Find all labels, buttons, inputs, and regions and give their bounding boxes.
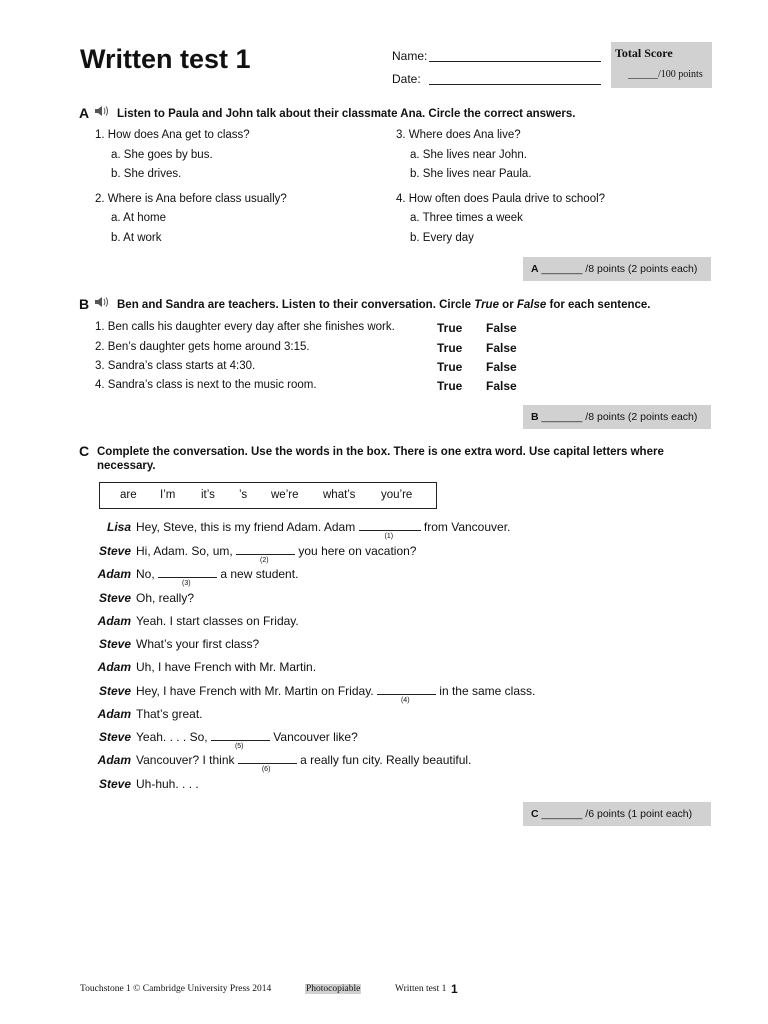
speaker-name: Steve — [98, 777, 131, 791]
footer-copyright: Touchstone 1 © Cambridge University Press 2014 — [80, 984, 272, 994]
answer-option[interactable]: a. She goes by bus. — [111, 149, 213, 161]
dialogue-line: Uh, I have French with Mr. Martin. — [136, 660, 317, 674]
blank-number: (3) — [182, 580, 191, 587]
word-box-item: what’s — [323, 489, 356, 501]
question: 4. How often does Paula drive to school? — [396, 193, 606, 205]
section-c-letter: C — [79, 443, 90, 459]
answer-option[interactable]: b. Every day — [410, 232, 474, 244]
speaker-name: Adam — [97, 660, 131, 674]
blank-number: (5) — [234, 743, 244, 750]
section-a-points — [523, 257, 711, 281]
answer-option[interactable]: a. At home — [111, 212, 166, 224]
speaker-name: Adam — [97, 614, 131, 628]
dialogue-line: Oh, really? — [136, 591, 195, 605]
speaker-icon — [94, 296, 108, 311]
dialogue-line: That’s great. — [136, 707, 203, 721]
statement: 3. Sandra’s class starts at 4:30. — [95, 360, 256, 372]
dialogue-line: What’s your first class? — [136, 637, 260, 651]
false-option[interactable]: False — [486, 321, 517, 335]
speaker-name: Steve — [98, 684, 131, 698]
speaker-icon — [94, 105, 108, 120]
true-option[interactable]: True — [437, 360, 463, 374]
dialogue-line: Hi, Adam. So, um, (2) you here on vacation? — [136, 544, 417, 564]
answer-blank[interactable] — [236, 544, 295, 564]
answer-blank[interactable] — [211, 730, 270, 750]
section-c-instruction: Complete the conversation. Use the words in the box. There is one extra word. Use capital letters where necessary. — [97, 446, 664, 472]
false-option[interactable]: False — [486, 379, 517, 393]
question: 2. Where is Ana before class usually? — [95, 193, 287, 205]
section-b-instruction: Ben and Sandra are teachers. Listen to their conversation. Circle True or False for each sentence. — [117, 299, 651, 311]
dialogue-line: Yeah. . . . So, (5) Vancouver like? — [136, 730, 358, 750]
statement: 4. Sandra’s class is next to the music room. — [95, 379, 317, 391]
answer-blank[interactable] — [238, 753, 297, 773]
section-b-points — [523, 405, 711, 429]
answer-blank[interactable] — [359, 520, 421, 540]
statement: 2. Ben’s daughter gets home around 3:15. — [95, 341, 310, 353]
section-a-instruction: Listen to Paula and John talk about their classmate Ana. Circle the correct answers. — [117, 108, 576, 120]
name-field[interactable] — [429, 61, 601, 62]
question: 1. How does Ana get to class? — [95, 129, 250, 141]
blank-number: (2) — [260, 557, 269, 564]
answer-blank[interactable] — [158, 567, 217, 587]
false-option[interactable]: False — [486, 341, 517, 355]
dialogue-line: Yeah. I start classes on Friday. — [136, 614, 299, 628]
answer-blank[interactable] — [377, 684, 436, 704]
true-option[interactable]: True — [437, 341, 463, 355]
answer-option[interactable]: b. She drives. — [111, 168, 182, 180]
section-a-letter: A — [79, 105, 90, 121]
dialogue-line: No, (3) a new student. — [136, 567, 299, 587]
word-box-item: I’m — [160, 489, 176, 501]
total-score-label: Total Score — [615, 46, 673, 60]
section-b-letter: B — [79, 296, 90, 312]
points-text[interactable]: _______ /6 points (1 point each) — [538, 808, 693, 820]
page-title: Written test 1 — [80, 44, 251, 74]
date-field[interactable] — [429, 84, 601, 85]
name-label: Name: — [392, 49, 428, 63]
blank-number: (6) — [261, 766, 271, 773]
date-label: Date: — [392, 72, 421, 86]
points-text[interactable]: _______ /8 points (2 points each) — [538, 411, 698, 423]
word-box-item: you’re — [381, 489, 413, 501]
speaker-name: Steve — [98, 730, 131, 744]
dialogue-line: Hey, Steve, this is my friend Adam. Adam (1) from Vancouver. — [136, 520, 511, 540]
points-letter: B — [531, 411, 539, 423]
speaker-name: Adam — [97, 753, 131, 767]
points-letter: C — [531, 808, 539, 820]
question: 3. Where does Ana live? — [396, 129, 521, 141]
statement: 1. Ben calls his daughter every day after she finishes work. — [95, 321, 395, 333]
footer-test-name: Written test 1 — [395, 984, 447, 994]
footer-photocopiable: Photocopiable — [306, 984, 361, 994]
true-option[interactable]: True — [437, 321, 463, 335]
speaker-name: Steve — [98, 544, 131, 558]
total-score-value[interactable]: ______/100 points — [628, 69, 703, 80]
true-option[interactable]: True — [437, 379, 463, 393]
speaker-name: Adam — [97, 567, 131, 581]
answer-option[interactable]: a. She lives near John. — [410, 149, 527, 161]
speaker-name: Steve — [98, 591, 131, 605]
word-box-item: it’s — [201, 489, 215, 501]
speaker-name: Steve — [98, 637, 131, 651]
dialogue-line: Uh-huh. . . . — [136, 777, 199, 791]
word-box-item: we’re — [271, 489, 299, 501]
blank-number: (4) — [400, 697, 410, 704]
word-box-item: are — [120, 489, 137, 501]
section-c-points — [523, 802, 711, 826]
answer-option[interactable]: b. She lives near Paula. — [410, 168, 532, 180]
speaker-name: Adam — [97, 707, 131, 721]
page-number: 1 — [451, 982, 458, 996]
dialogue-line: Hey, I have French with Mr. Martin on Friday. (4) in the same class. — [136, 684, 536, 704]
blank-number: (1) — [384, 533, 394, 540]
word-box-item: ’s — [239, 489, 248, 501]
false-option[interactable]: False — [486, 360, 517, 374]
answer-option[interactable]: a. Three times a week — [410, 212, 523, 224]
points-text[interactable]: _______ /8 points (2 points each) — [538, 263, 698, 275]
answer-option[interactable]: b. At work — [111, 232, 162, 244]
points-letter: A — [531, 263, 539, 275]
dialogue-line: Vancouver? I think (6) a really fun city. Really beautiful. — [136, 753, 472, 773]
speaker-name: Lisa — [106, 520, 131, 534]
